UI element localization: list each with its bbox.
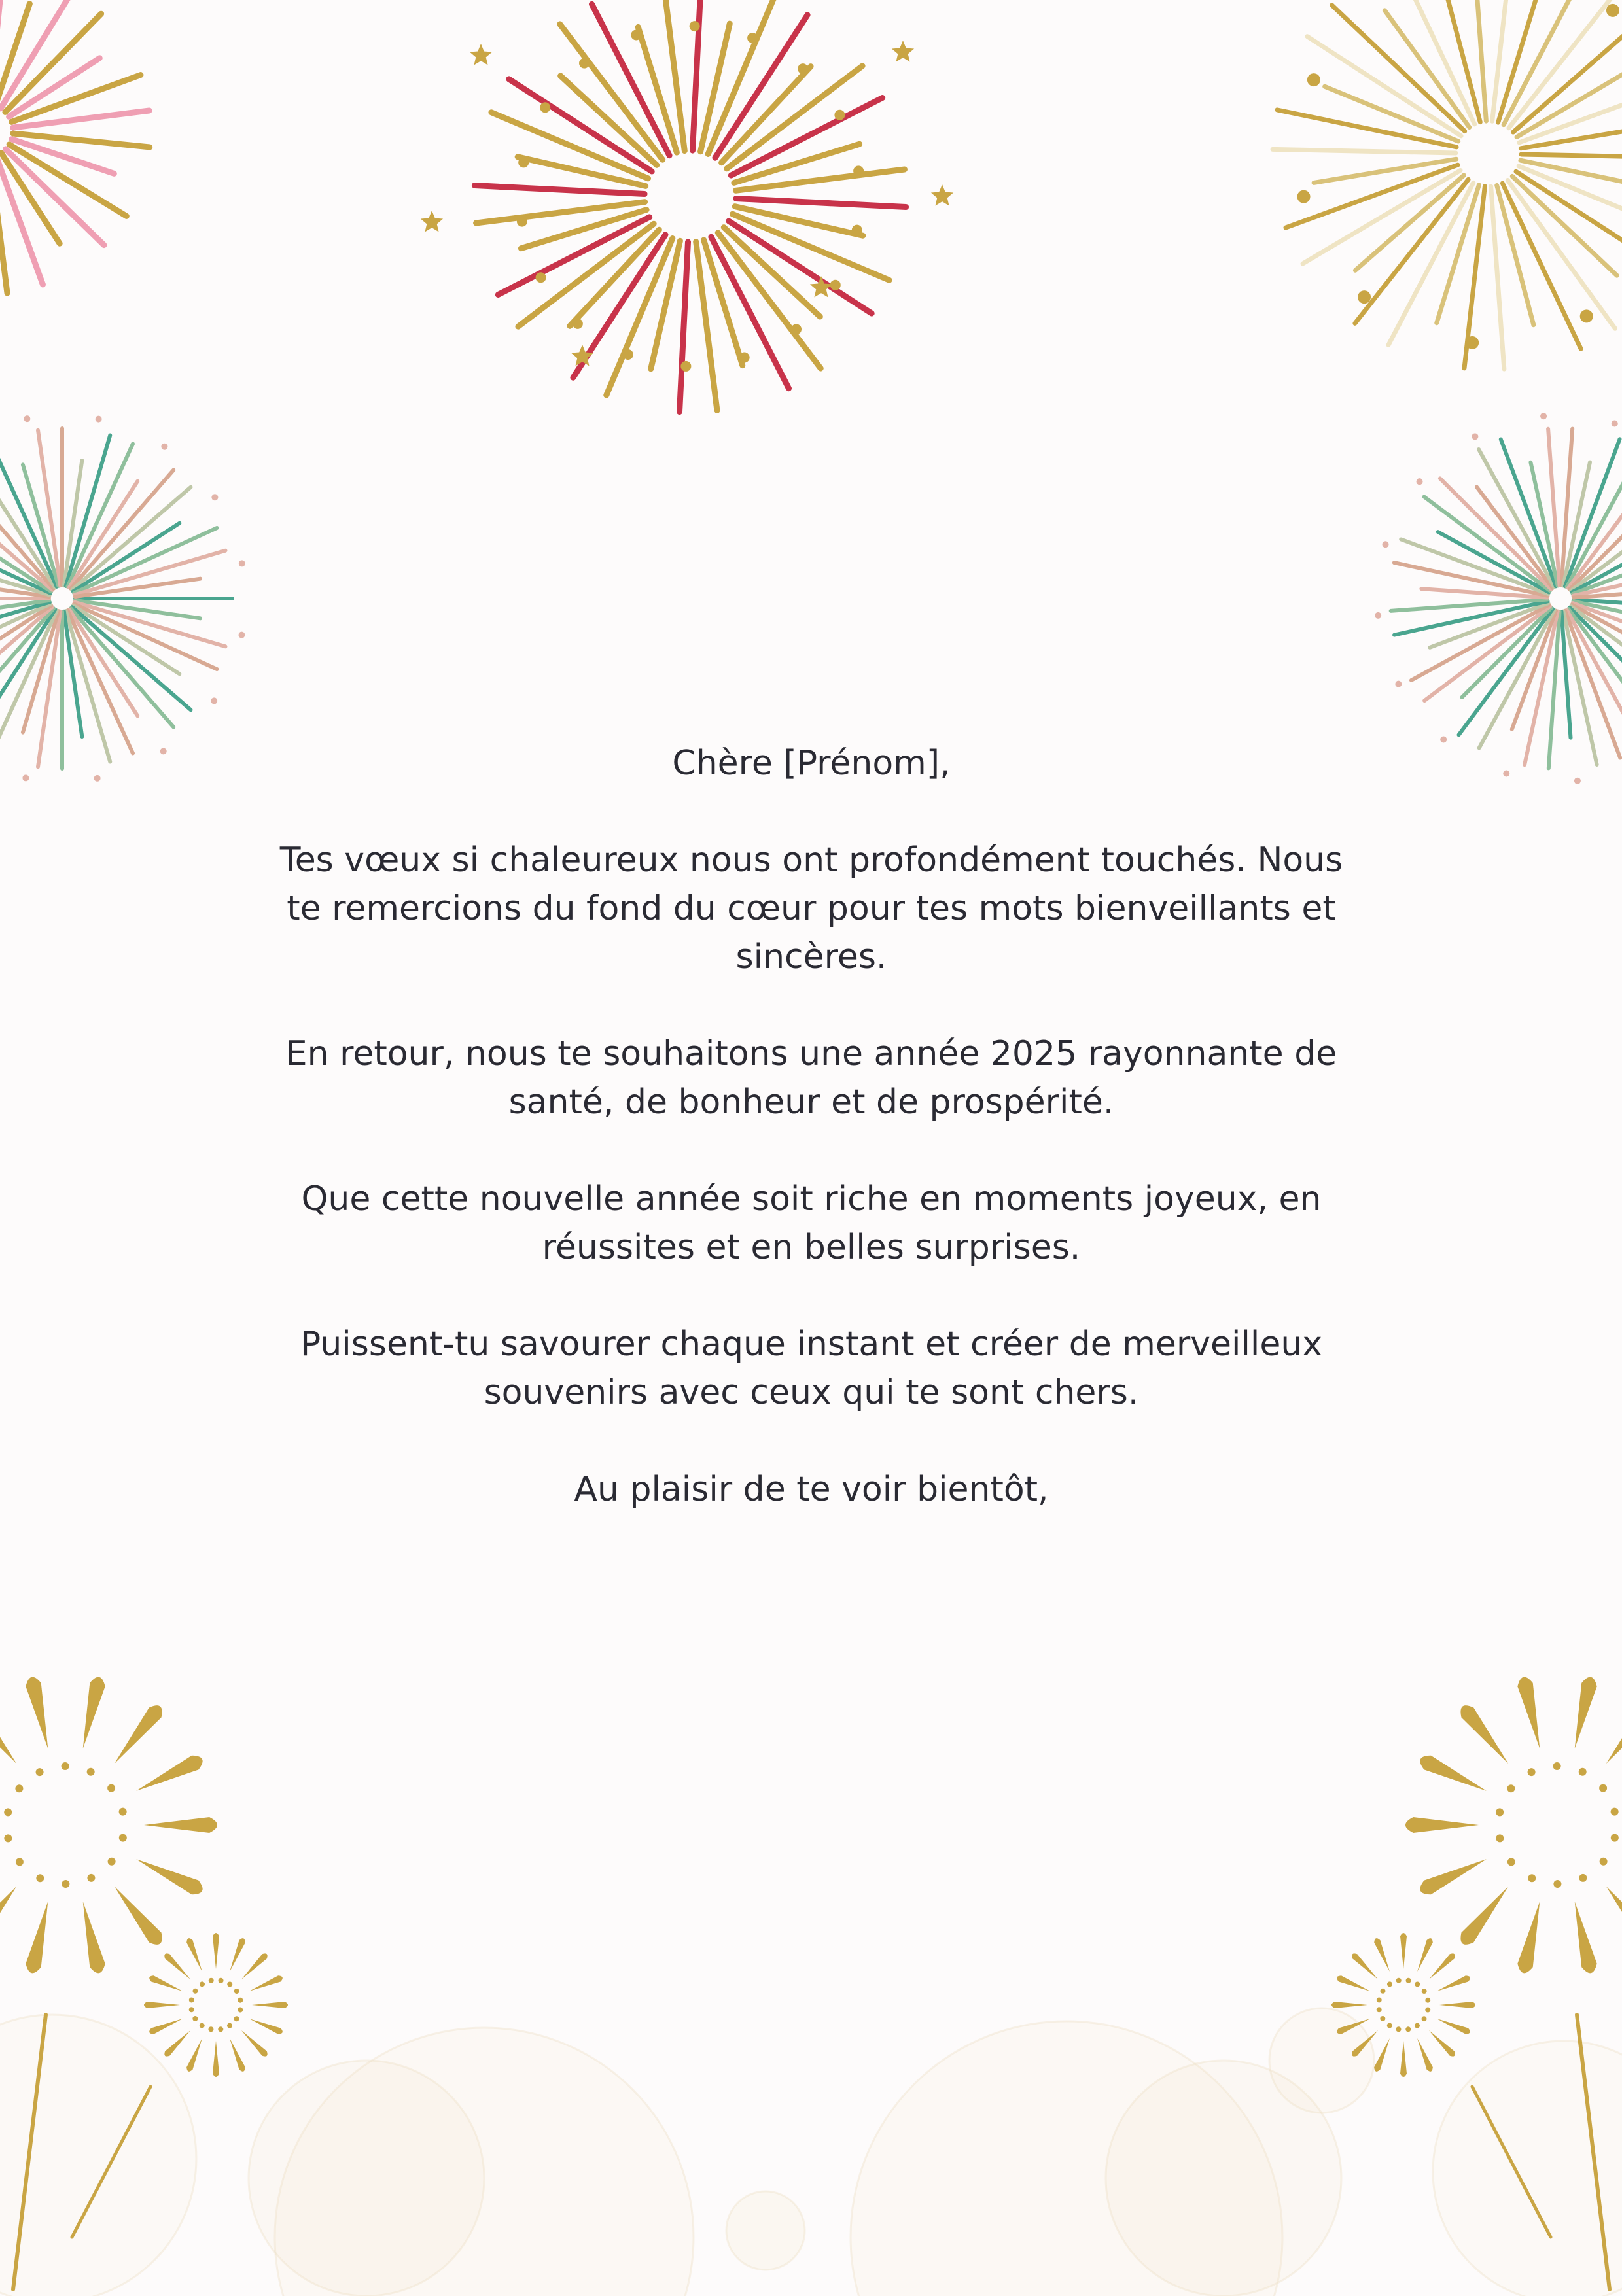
firework-mid-right-icon xyxy=(1375,413,1622,784)
letter-body xyxy=(262,739,1361,1514)
greeting: Chère [Prénom], xyxy=(672,744,951,783)
bokeh-bubbles xyxy=(0,2008,1622,2296)
closing: Au plaisir de te voir bientôt, xyxy=(574,1470,1049,1509)
paragraph-moments: Que cette nouvelle année soit riche en moments joyeux, en réussites et en belles surprises. xyxy=(301,1179,1322,1267)
firework-mid-left-icon xyxy=(0,415,245,782)
firework-top-left-icon xyxy=(0,0,150,293)
paragraph-memories: Puissent-tu savourer chaque instant et créer de merveilleux souvenirs avec ceux qui te sont chers. xyxy=(300,1325,1323,1412)
paragraph-wishes: En retour, nous te souhaitons une année 2025 rayonnante de santé, de bonheur et de prospérité. xyxy=(285,1034,1337,1122)
firework-top-right-icon xyxy=(1273,0,1622,369)
paragraph-thanks: Tes vœux si chaleureux nous ont profondément touchés. Nous te remercions du fond du cœur pour tes mots bienveillants et sincères. xyxy=(279,841,1343,977)
firework-top-center-icon xyxy=(421,0,953,412)
